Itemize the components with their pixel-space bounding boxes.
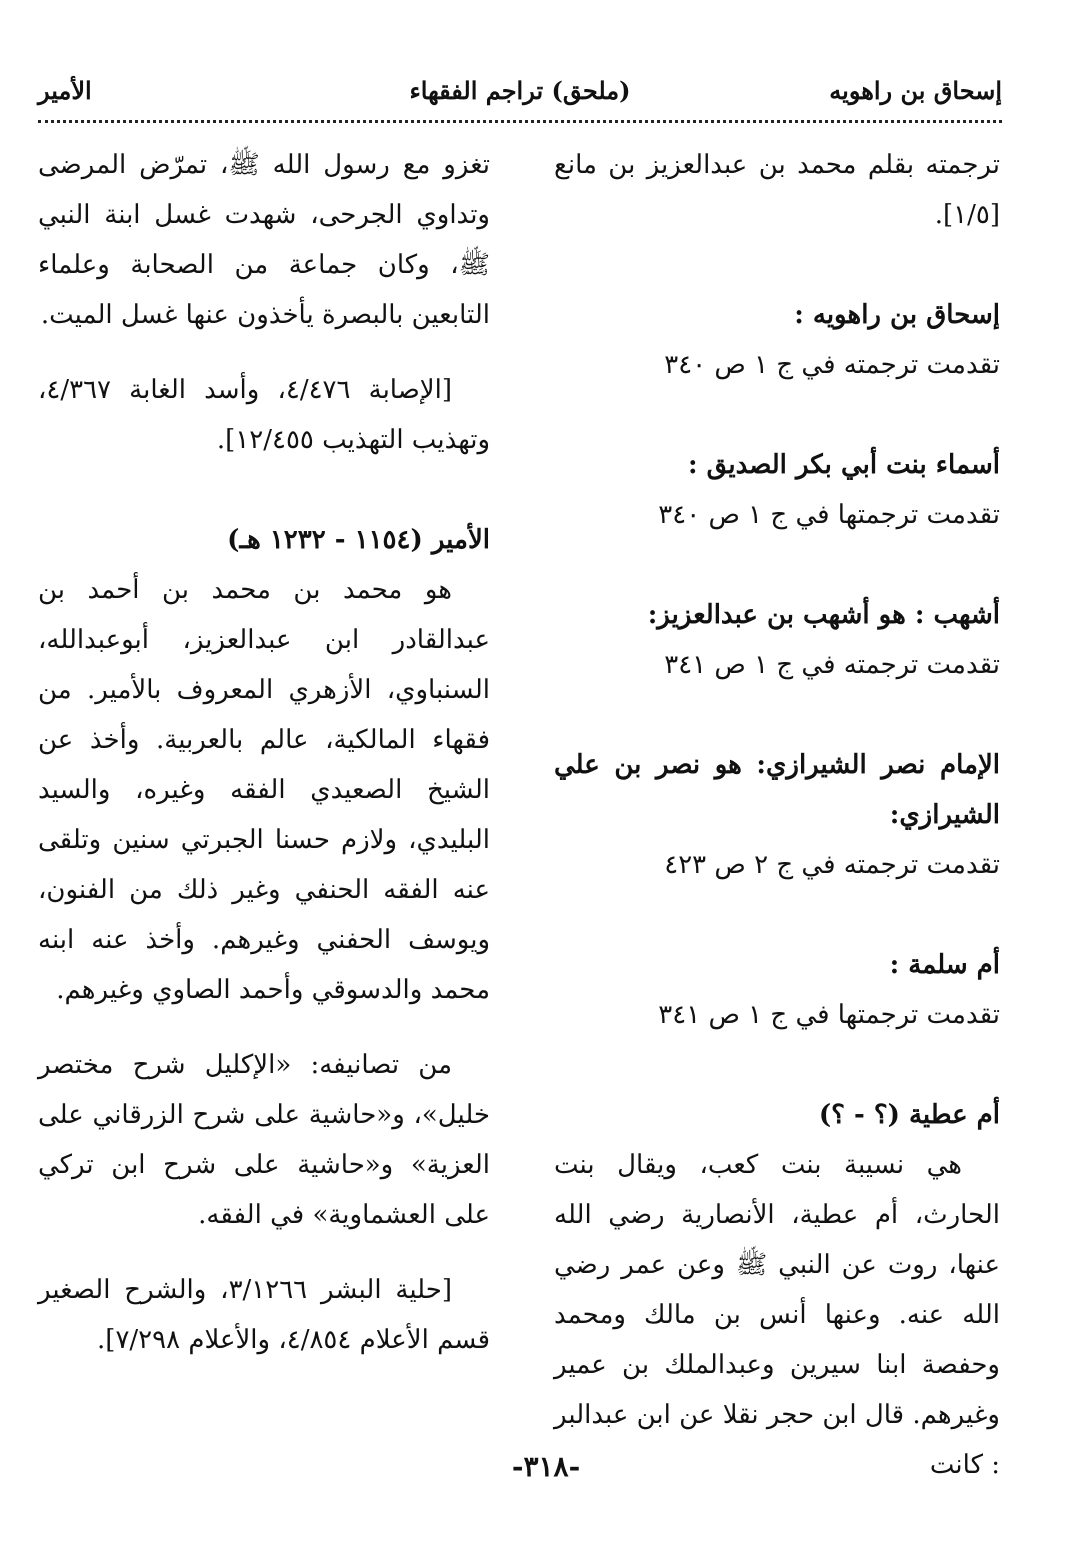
right-column (554, 140, 1000, 1490)
sources-citation: [الإصابة ٤/٤٧٦، وأسد الغابة ٤/٣٦٧، وتهذيب التهذيب ١٢/٤٥٥]. (38, 375, 490, 455)
header-center-title: (ملحق) تراجم الفقهاء (409, 76, 631, 105)
entry-body: هو محمد بن محمد بن أحمد بن عبدالقادر ابن عبدالعزيز، أبوعبدالله، السنباوي، الأزهري المعروف بالأمير. من فقهاء المالكية، عالم بالعربية. وأخذ عن الشيخ الصعيدي الفقه وغيره، والسيد البليدي، ولازم حسنا الجبرتي سنين وتلقى عنه الفقه الحنفي وغير ذلك من الفنون، ويوسف الحفني وغيرهم. وأخذ عنه ابنه محمد والدسوقي وأحمد الصاوي وغيرهم. (38, 575, 490, 1005)
entry-reference: تقدمت ترجمته في ج ٢ ص ٤٢٣ (664, 850, 1000, 880)
page-number: -٣١٨- (511, 1450, 581, 1483)
entry-reference: تقدمت ترجمتها في ج ١ ص ٣٤١ (658, 1000, 1000, 1030)
left-column (38, 140, 490, 1365)
header-left-title: الأمير (38, 76, 92, 105)
entry-reference: تقدمت ترجمته في ج ١ ص ٣٤١ (664, 650, 1000, 680)
works-list: من تصانيفه: «الإكليل شرح مختصر خليل»، و«حاشية على شرح الزرقاني على العزية» و«حاشية على شرح ابن تركي على العشماوية» في الفقه. (38, 1050, 490, 1230)
running-header (38, 76, 1002, 116)
entry-title: إسحاق بن راهويه : (794, 300, 1000, 330)
entry-title: الأمير (١١٥٤ - ١٢٣٢ هـ) (227, 525, 490, 555)
entry-title: أم سلمة : (889, 950, 1000, 980)
entry-title: أشهب : هو أشهب بن عبدالعزيز: (647, 600, 1000, 630)
entry-title: أسماء بنت أبي بكر الصديق : (688, 450, 1000, 480)
header-divider (38, 120, 1002, 123)
intro-text: ترجمته بقلم محمد بن عبدالعزيز بن مانع [١/٥]. (554, 150, 1000, 230)
entry-title: أم عطية (؟ - ؟) (818, 1100, 1000, 1130)
entry-title: الإمام نصر الشيرازي: هو نصر بن علي الشيرازي: (554, 750, 1000, 830)
entry-body-continued: تغزو مع رسول الله ﷺ، تمرّض المرضى وتداوي الجرحى، شهدت غسل ابنة النبي ﷺ، وكان جماعة من الصحابة وعلماء التابعين بالبصرة يأخذون عنها غسل الميت. (38, 150, 490, 330)
entry-reference: تقدمت ترجمتها في ج ١ ص ٣٤٠ (658, 500, 1000, 530)
entry-reference: تقدمت ترجمته في ج ١ ص ٣٤٠ (664, 350, 1000, 380)
header-right-title: إسحاق بن راهويه (829, 76, 1002, 105)
sources-citation: [حلية البشر ٣/١٢٦٦، والشرح الصغير قسم الأعلام ٤/٨٥٤، والأعلام ٧/٢٩٨]. (38, 1275, 490, 1355)
entry-body: هي نسيبة بنت كعب، ويقال بنت الحارث، أم عطية، الأنصارية رضي الله عنها، روت عن النبي ﷺ وعن عمر رضي الله عنه. وعنها أنس بن مالك ومحمد وحفصة ابنا سيرين وعبدالملك بن عمير وغيرهم. قال ابن حجر نقلا عن ابن عبدالبر : كانت (554, 1150, 1000, 1480)
